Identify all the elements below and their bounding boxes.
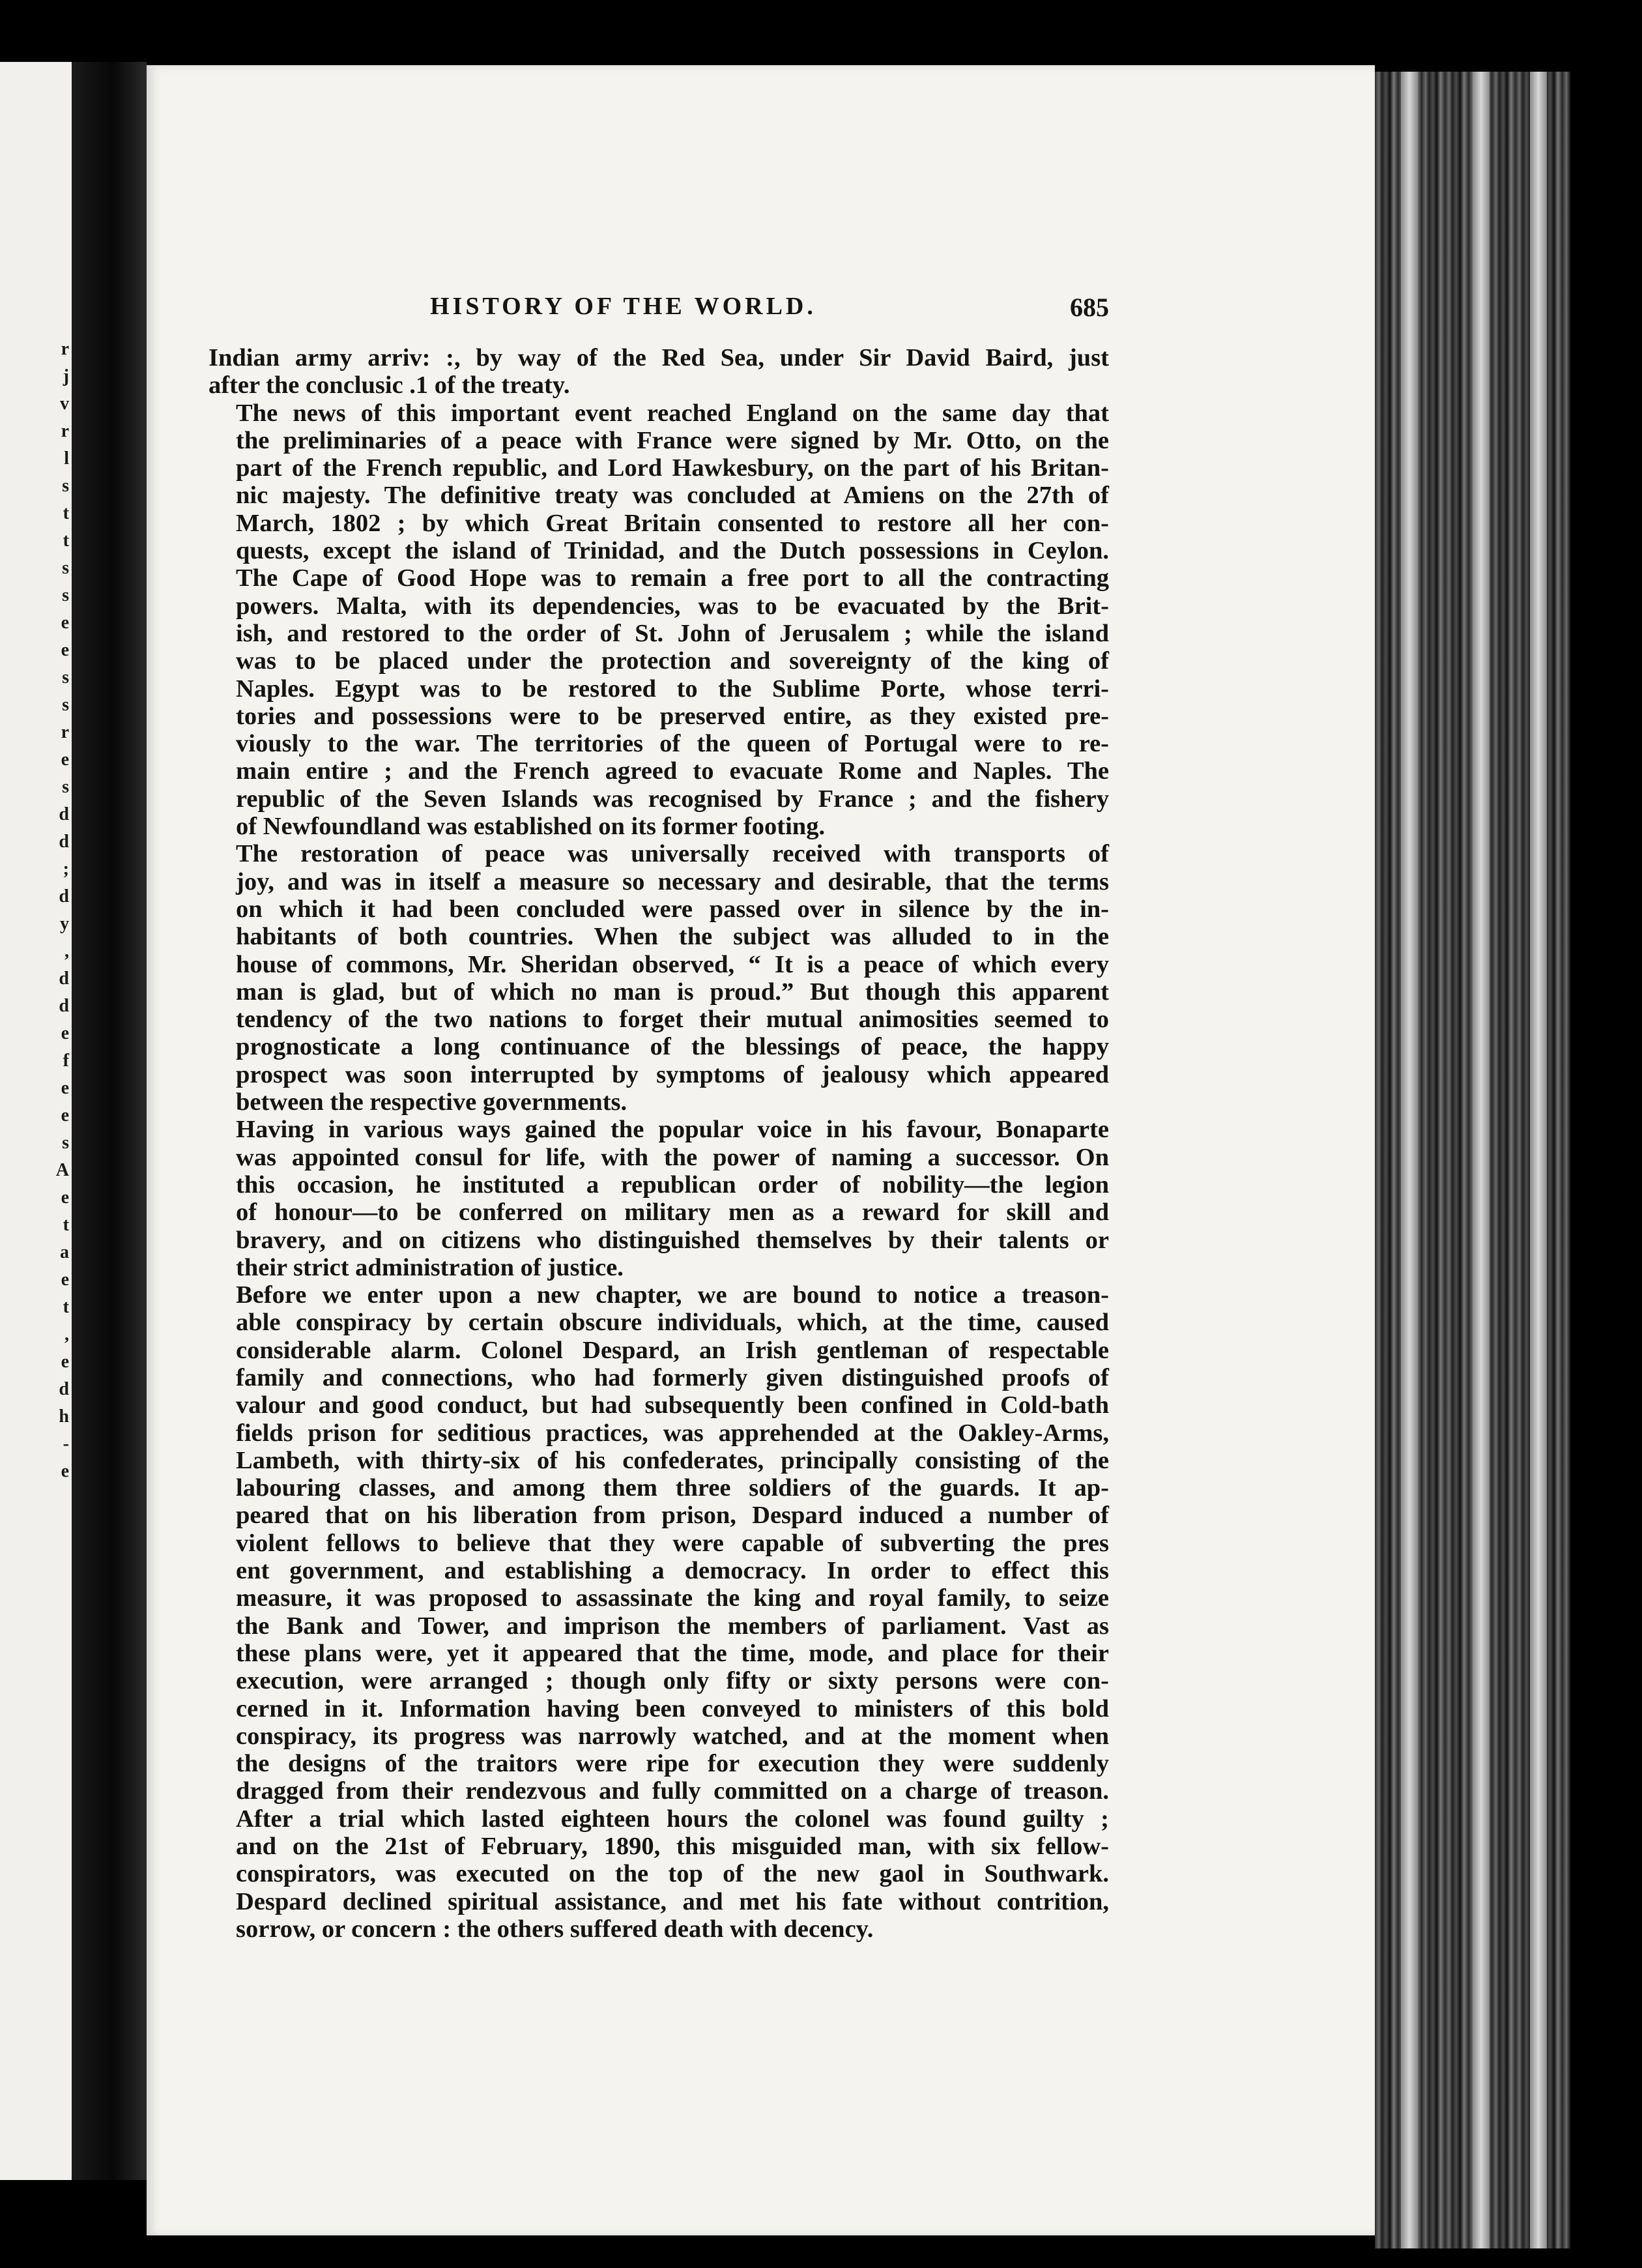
- text-line: of honour—to be conferred on military men as a reward for skill and: [236, 1199, 1109, 1227]
- text-line: this occasion, he instituted a republican order of nobility—the legion: [236, 1170, 1109, 1199]
- text-line: Having in various ways gained the popular voice in his favour, Bonaparte: [236, 1116, 1109, 1144]
- paragraph: [209, 1281, 1109, 1943]
- text-line: cerned in it. Information having been conveyed to ministers of this bold: [236, 1694, 1109, 1723]
- text-line: tendency of the two nations to forget their mutual animosities seemed to: [236, 1006, 1109, 1034]
- fore-edge-leaf: [1530, 72, 1547, 2248]
- text-line: powers. Malta, with its dependencies, was to be evacuated by the Brit-: [236, 592, 1109, 620]
- text-line: family and connections, who had formerly given distinguished proofs of: [236, 1363, 1109, 1391]
- page-number: 685: [1070, 293, 1109, 322]
- text-line: tories and possessions were to be preserved entire, as they existed pre-: [236, 702, 1109, 730]
- text-line: between the respective governments.: [236, 1088, 627, 1116]
- text-line: house of commons, Mr. Sheridan observed, “ It is a peace of which every: [236, 950, 1109, 978]
- fore-edge-leaf: [1401, 72, 1418, 2248]
- text-line: on which it had been concluded were passed over in silence by the in-: [236, 895, 1109, 923]
- text-line: Lambeth, with thirty-six of his confederates, principally consisting of the: [236, 1446, 1109, 1474]
- text-line: bravery, and on citizens who distinguished themselves by their talents or: [236, 1226, 1109, 1254]
- text-line: quests, except the island of Trinidad, and the Dutch possessions in Ceylon.: [236, 537, 1109, 565]
- running-title: HISTORY OF THE WORLD.: [430, 293, 816, 320]
- text-line: able conspiracy by certain obscure individuals, which, at the time, caused: [236, 1309, 1109, 1337]
- text-line: valour and good conduct, but had subsequently been confined in Cold-bath: [236, 1391, 1109, 1419]
- text-line: considerable alarm. Colonel Despard, an Irish gentleman of respectable: [236, 1336, 1109, 1364]
- text-line: conspirators, was executed on the top of the new gaol in Southwark.: [236, 1860, 1109, 1888]
- text-line: their strict administration of justice.: [236, 1253, 624, 1281]
- text-line: ish, and restored to the order of St. John of Jerusalem ; while the island: [236, 619, 1109, 647]
- text-line: labouring classes, and among them three soldiers of the guards. It ap-: [236, 1474, 1109, 1502]
- text-line: nic majesty. The definitive treaty was concluded at Amiens on the 27th of: [236, 482, 1109, 510]
- paragraph: [209, 1116, 1109, 1281]
- fore-edge-leaf: [1473, 72, 1490, 2248]
- page-header: [424, 292, 1109, 331]
- text-line: peared that on his liberation from prison, Despard induced a number of: [236, 1502, 1109, 1530]
- text-line: sorrow, or concern : the others suffered death with decency.: [236, 1915, 874, 1943]
- text-line: The restoration of peace was universally received with transports of: [236, 840, 1109, 868]
- text-line: Despard declined spiritual assistance, and met his fate without contrition,: [236, 1887, 1109, 1915]
- text-line: After a trial which lasted eighteen hours the colonel was found guilty ;: [236, 1805, 1109, 1833]
- text-line: main entire ; and the French agreed to evacuate Rome and Naples. The: [236, 757, 1109, 785]
- text-line: March, 1802 ; by which Great Britain consented to restore all her con-: [236, 509, 1109, 537]
- text-line: the Bank and Tower, and imprison the members of parliament. Vast as: [236, 1612, 1109, 1640]
- text-line: was appointed consul for life, with the power of naming a successor. On: [236, 1143, 1109, 1171]
- facing-page-edge: [0, 62, 72, 2180]
- facing-page-text-fragments: r j v r l s t t s s e e s s r e s d d ; d y , d d e f e e s A e t a e t , e d h - e: [55, 339, 69, 1481]
- text-line: man is glad, but of which no man is proud.” But though this apparent: [236, 978, 1109, 1006]
- paragraph: [209, 840, 1109, 1116]
- text-line: the preliminaries of a peace with France were signed by Mr. Otto, on the: [236, 426, 1109, 454]
- text-line: habitants of both countries. When the subject was alluded to in the: [236, 923, 1109, 951]
- text-line: ent government, and establishing a democracy. In order to effect this: [236, 1557, 1109, 1585]
- text-line: conspiracy, its progress was narrowly watched, and at the moment when: [236, 1722, 1109, 1750]
- text-line: violent fellows to believe that they were capable of subverting the pres: [236, 1529, 1109, 1557]
- book-gutter: [72, 62, 147, 2180]
- page-fore-edge: [1375, 72, 1570, 2248]
- text-line: part of the French republic, and Lord Hawkesbury, on the part of his Britan-: [236, 454, 1109, 482]
- text-line: these plans were, yet it appeared that the time, mode, and place for their: [236, 1639, 1109, 1667]
- text-line: The news of this important event reached England on the same day that: [236, 399, 1109, 427]
- body-text: [209, 344, 1109, 1943]
- text-line: republic of the Seven Islands was recognised by France ; and the fishery: [236, 785, 1109, 813]
- text-line: viously to the war. The territories of the queen of Portugal were to re-: [236, 730, 1109, 758]
- text-line: the designs of the traitors were ripe for execution they were suddenly: [236, 1750, 1109, 1778]
- paragraph: [209, 344, 1109, 400]
- text-line: joy, and was in itself a measure so necessary and desirable, that the terms: [236, 867, 1109, 895]
- text-line: execution, were arranged ; though only fifty or sixty persons were con-: [236, 1667, 1109, 1695]
- text-line: Naples. Egypt was to be restored to the Sublime Porte, whose terri-: [236, 675, 1109, 703]
- text-line: fields prison for seditious practices, was apprehended at the Oakley-Arms,: [236, 1419, 1109, 1447]
- text-line: after the conclusic .1 of the treaty.: [209, 371, 570, 400]
- text-line: measure, it was proposed to assassinate the king and royal family, to seize: [236, 1584, 1109, 1612]
- text-line: Before we enter upon a new chapter, we are bound to notice a treason-: [236, 1281, 1109, 1309]
- text-line: The Cape of Good Hope was to remain a free port to all the contracting: [236, 564, 1109, 592]
- text-line: Indian army arriv: :, by way of the Red Sea, under Sir David Baird, just: [209, 344, 1109, 371]
- text-line: was to be placed under the protection and sovereignty of the king of: [236, 647, 1109, 675]
- text-line: dragged from their rendezvous and fully committed on a charge of treason.: [236, 1777, 1109, 1805]
- text-line: prospect was soon interrupted by symptoms of jealousy which appeared: [236, 1060, 1109, 1088]
- text-line: of Newfoundland was established on its former footing.: [236, 813, 826, 841]
- text-line: prognosticate a long continuance of the blessings of peace, the happy: [236, 1033, 1109, 1061]
- text-line: and on the 21st of February, 1890, this misguided man, with six fellow-: [236, 1833, 1109, 1861]
- paragraph: [209, 400, 1109, 841]
